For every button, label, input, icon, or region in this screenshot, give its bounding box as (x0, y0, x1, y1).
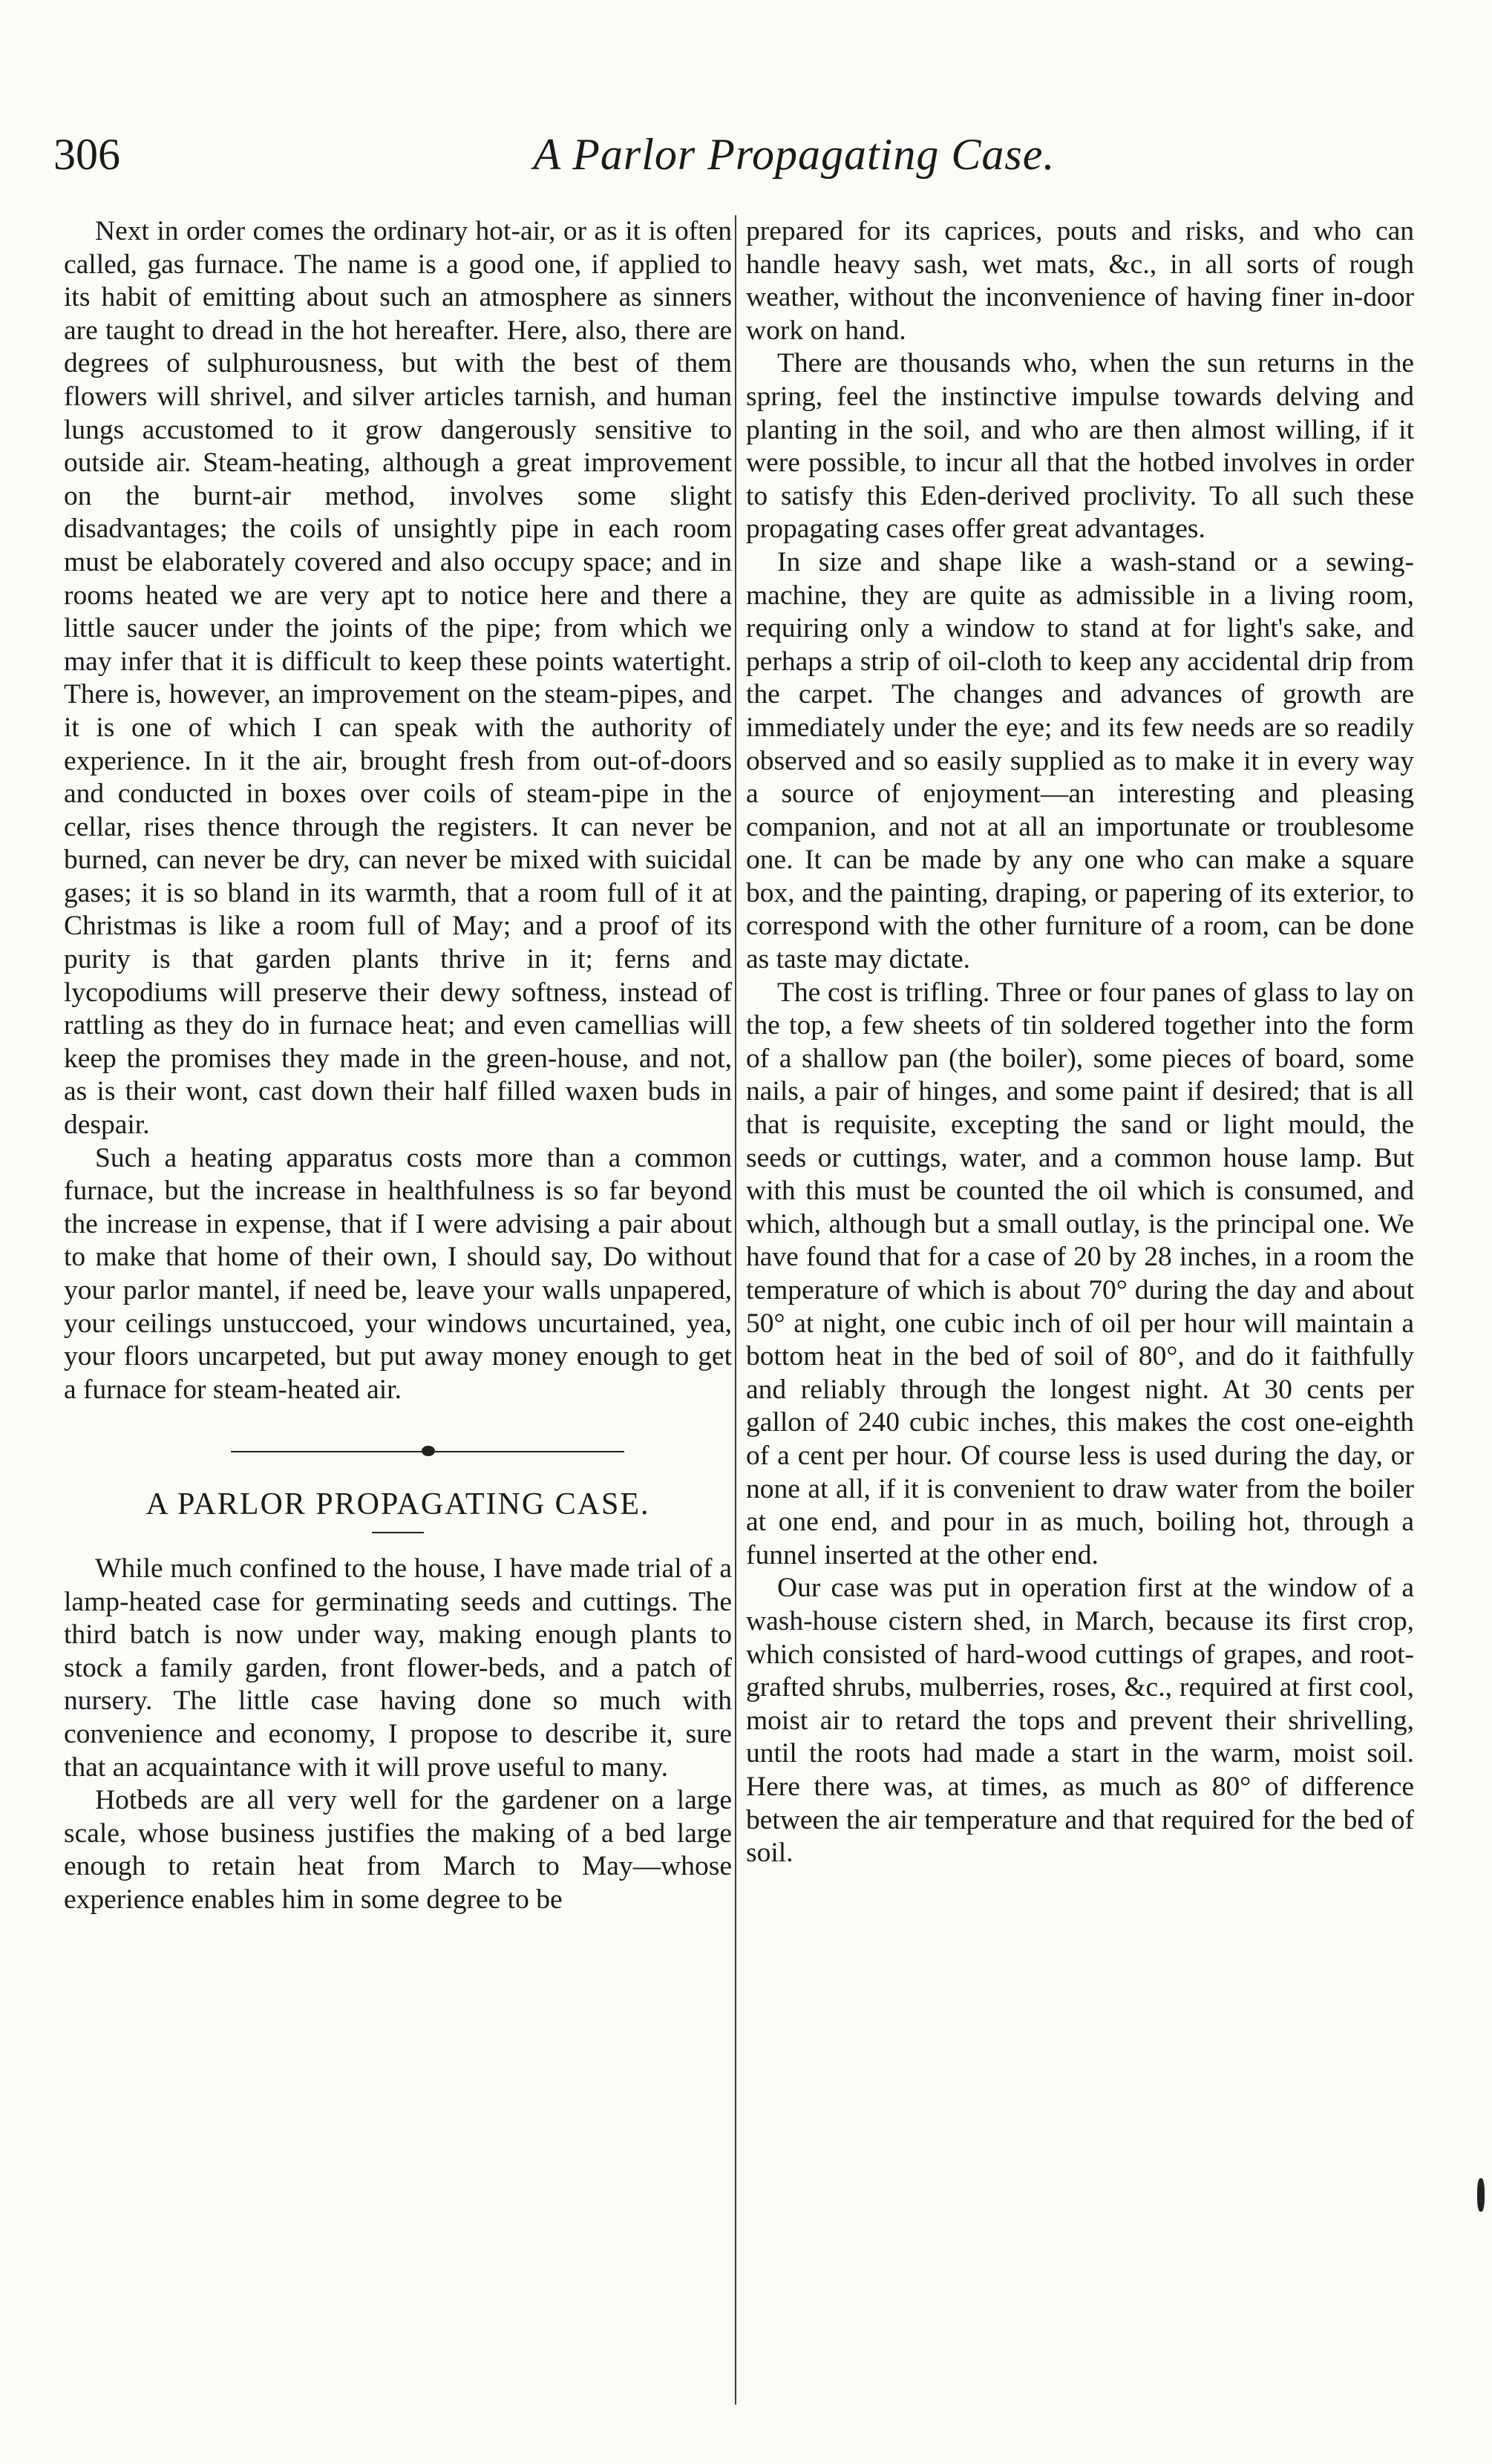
paragraph: Next in order comes the ordinary hot-air, or as it is often called, gas furnace. The name is a good one, if applied to its habit of emitting about such an atmosphere as sinners are taught to dread in the hot hereafter. Here, also, there are degrees of sulphurousness, but with the best of them flowers will shrivel, and silver articles tarnish, and human lungs accustomed to it grow dangerously sensitive to outside air. Steam-heating, although a great improvement on the burnt-air method, involves some slight disadvantages; the coils of unsightly pipe in each room must be elaborately covered and also occupy space; and in rooms heated we are very apt to notice here and there a little saucer under the joints of the pipe; from which we may infer that it is difficult to keep these points watertight. There is, however, an improvement on the steam-pipes, and it is one of which I can speak with the authority of experience. In it the air, brought fresh from out-of-doors and conducted in boxes over coils of steam-pipe in the cellar, rises thence through the registers. It can never be burned, can never be dry, can never be mixed with suicidal gases; it is so bland in its warmth, that a room full of it at Christmas is like a room full of May; and a proof of its purity is that garden plants thrive in it; ferns and lycopodiums will preserve their dewy softness, instead of rattling as they do in furnace heat; and even camellias will keep the promises they made in the green-house, and not, as is their wont, cast down their half filled waxen buds in despair. (64, 216, 732, 1141)
paragraph: prepared for its caprices, pouts and risks, and who can handle heavy sash, wet mats, &c., in all sorts of rough weather, without the inconvenience of having finer in-door work on hand. (746, 216, 1414, 346)
right-column (746, 215, 1414, 1870)
page-number: 306 (53, 130, 120, 179)
paragraph: Our case was put in operation first at the window of a wash-house cistern shed, in March, because its first crop, which consisted of hard-wood cuttings of grapes, and root-grafted shrubs, mulberries, roses, &c., required at first cool, moist air to retard the tops and prevent their shrivelling, until the roots had made a start in the warm, moist soil. Here there was, at times, as much as 80° of difference between the air temperature and that required for the bed of soil. (746, 1573, 1414, 1869)
paragraph: Hotbeds are all very well for the gardener on a large scale, whose business justifies the making of a bed large enough to retain heat from March to May—whose experience enables him in some degree to be (64, 1785, 732, 1915)
paragraph: There are thousands who, when the sun returns in the spring, feel the instinctive impulse towards delving and planting in the soil, and who are then almost willing, if it were possible, to incur all that the hotbed involves in order to satisfy this Eden-derived proclivity. To all such these propagating cases offer great advantages. (746, 348, 1414, 545)
paragraph: In size and shape like a wash-stand or a sewing-machine, they are quite as admissible in a living room, requiring only a window to stand at for light's sake, and perhaps a strip of oil-cloth to keep any accidental drip from the carpet. The changes and advances of growth are immediately under the eye; and its few needs are so readily observed and so easily supplied as to make it in every way a source of enjoyment—an interesting and pleasing companion, and not at all an importunate or troublesome one. It can be made by any one who can make a square box, and the painting, draping, or papering of its exterior, to correspond with the other furniture of a room, can be done as taste may dictate. (746, 546, 1414, 975)
section-heading: A PARLOR PROPAGATING CASE. (145, 1487, 650, 1522)
section-divider (64, 1421, 732, 1473)
margin-mark (1477, 2178, 1485, 2212)
paragraph: While much confined to the house, I have made trial of a lamp-heated case for germinating seeds and cuttings. The third batch is now under way, making enough plants to stock a family garden, front flower-beds, and a patch of nursery. The little case having done so much with convenience and economy, I propose to describe it, sure that an acquaintance with it will prove useful to many. (64, 1553, 732, 1783)
left-column (64, 215, 732, 1917)
paragraph: The cost is trifling. Three or four panes of glass to lay on the top, a few sheets of tin soldered together into the form of a shallow pan (the boiler), some pieces of board, some nails, a pair of hinges, and some paint if desired; that is all that is requisite, excepting the sand or light mould, the seeds or cuttings, water, and a common house lamp. But with this must be counted the oil which is consumed, and which, although but a small outlay, is the principal one. We have found that for a case of 20 by 28 inches, in a room the temperature of which is about 70° during the day and about 50° at night, one cubic inch of oil per hour will maintain a bottom heat in the bed of soil of 80°, and do it faithfully and reliably through the longest night. At 30 cents per gallon of 240 cubic inches, this makes the cost one-eighth of a cent per hour. Of course less is used during the day, or none at all, if it is convenient to draw water from the boiler at one end, and pour in as much, boiling hot, through a funnel inserted at the other end. (746, 977, 1414, 1570)
column-rule (735, 215, 736, 2405)
divider-ornament (422, 1446, 435, 1456)
paragraph: Such a heating apparatus costs more than a common furnace, but the increase in healthfulness is so far beyond the increase in expense, that if I were advising a pair about to make that home of their own, I should say, Do without your parlor mantel, if need be, leave your walls unpapered, your ceilings unstuccoed, your windows uncurtained, yea, your floors uncarpeted, but put away money enough to get a furnace for steam-heated air. (64, 1142, 732, 1405)
running-title: A Parlor Propagating Case. (533, 130, 1056, 179)
heading-dash (372, 1532, 424, 1533)
